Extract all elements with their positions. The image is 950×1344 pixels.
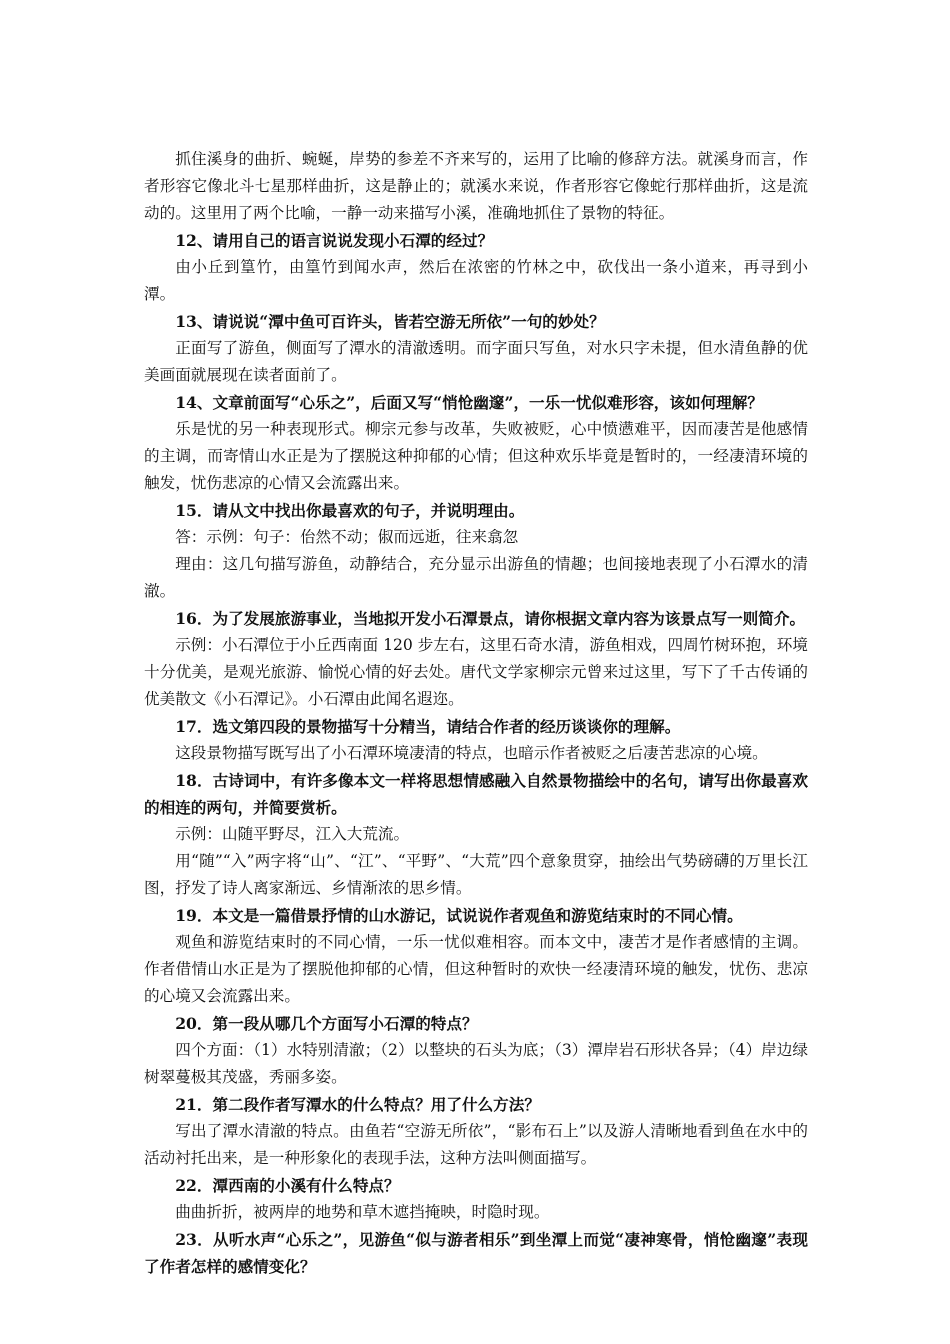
question-13: 13、请说说“潭中鱼可百许头，皆若空游无所依”一句的妙处？ <box>175 312 605 331</box>
answer-22: 曲曲折折，被两岸的地势和草木遮挡掩映，时隐时现。 <box>175 1203 550 1221</box>
answer-18-example: 示例：山随平野尽，江入大荒流。 <box>175 825 410 843</box>
answer-17: 这段景物描写既写出了小石潭环境凄清的特点，也暗示作者被贬之后凄苦悲凉的心境。 <box>175 744 768 762</box>
question-20: 20．第一段从哪几个方面写小石潭的特点？ <box>175 1014 478 1033</box>
question-12: 12、请用自己的语言说说发现小石潭的经过？ <box>175 231 494 250</box>
question-14: 14、文章前面写“心乐之”，后面又写“悄怆幽邃”，一乐一忧似难形容，该如何理解？ <box>175 393 763 412</box>
question-19: 19．本文是一篇借景抒情的山水游记，试说说作者观鱼和游览结束时的不同心情。 <box>175 906 743 925</box>
answer-16: 示例：小石潭位于小丘西南面 120 步左右，这里石奇水清，游鱼相戏，四周竹树环抱，环境十分优美，是观光旅游、愉悦心情的好去处。唐代文学家柳宗元曾来过这里，写下了千古传诵的优美散文《小石潭记》。小石潭由此闻名遐迩。 <box>144 636 808 708</box>
answer-20: 四个方面：（1）水特别清澈；（2）以整块的石头为底；（3）潭岸岩石形状各异；（4）岸边绿树翠蔓极其茂盛，秀丽多姿。 <box>144 1041 808 1086</box>
answer-19: 观鱼和游览结束时的不同心情，一乐一忧似难相容。而本文中，凄苦才是作者感情的主调。作者借情山水正是为了摆脱他抑郁的心情，但这种暂时的欢快一经凄清环境的触发，忧伤、悲凉的心境又会流露出来。 <box>144 933 808 1005</box>
answer-15-reason: 理由：这几句描写游鱼，动静结合，充分显示出游鱼的情趣；也间接地表现了小石潭水的清澈。 <box>144 555 808 600</box>
question-15: 15．请从文中找出你最喜欢的句子，并说明理由。 <box>175 501 525 520</box>
answer-21: 写出了潭水清澈的特点。由鱼若“空游无所依”，“影布石上”以及游人清晰地看到鱼在水中的活动衬托出来，是一种形象化的表现手法，这种方法叫侧面描写。 <box>144 1122 808 1167</box>
question-18: 18．古诗词中，有许多像本文一样将思想情感融入自然景物描绘中的名句，请写出你最喜欢的相连的两句，并简要赏析。 <box>144 771 808 817</box>
answer-14: 乐是忧的另一种表现形式。柳宗元参与改革，失败被贬，心中愤懑难平，因而凄苦是他感情的主调，而寄情山水正是为了摆脱这种抑郁的心情；但这种欢乐毕竟是暂时的，一经凄清环境的触发，忧伤悲凉的心情又会流露出来。 <box>144 420 808 492</box>
question-22: 22．潭西南的小溪有什么特点？ <box>175 1176 400 1195</box>
answer-15-example: 答：示例：句子：佁然不动；俶而远逝，往来翕忽 <box>175 528 519 546</box>
question-23: 23．从听水声“心乐之”，见游鱼“似与游者相乐”到坐潭上而觉“凄神寒骨，悄怆幽邃”表现了作者怎样的感情变化？ <box>144 1230 808 1276</box>
answer-18-analysis: 用“随”“入”两字将“山”、“江”、“平野”、“大荒”四个意象贯穿，抽绘出气势磅礴的万里长江图，抒发了诗人离家渐远、乡情渐浓的思乡情。 <box>144 852 808 897</box>
question-16: 16．为了发展旅游事业，当地拟开发小石潭景点，请你根据文章内容为该景点写一则简介。 <box>175 609 806 628</box>
answer-13: 正面写了游鱼，侧面写了潭水的清澈透明。而字面只写鱼，对水只字未提，但水清鱼静的优美画面就展现在读者面前了。 <box>144 339 808 384</box>
question-21: 21．第二段作者写潭水的什么特点？用了什么方法？ <box>175 1095 540 1114</box>
answer-paragraph: 抓住溪身的曲折、蜿蜒，岸势的参差不齐来写的，运用了比喻的修辞方法。就溪身而言，作者形容它像北斗七星那样曲折，这是静止的；就溪水来说，作者形容它像蛇行那样曲折，这是流动的。这里用了两个比喻，一静一动来描写小溪，准确地抓住了景物的特征。 <box>144 150 808 222</box>
question-17: 17．选文第四段的景物描写十分精当，请结合作者的经历谈谈你的理解。 <box>175 717 681 736</box>
answer-12: 由小丘到篁竹，由篁竹到闻水声，然后在浓密的竹林之中，砍伐出一条小道来，再寻到小潭。 <box>144 258 808 303</box>
